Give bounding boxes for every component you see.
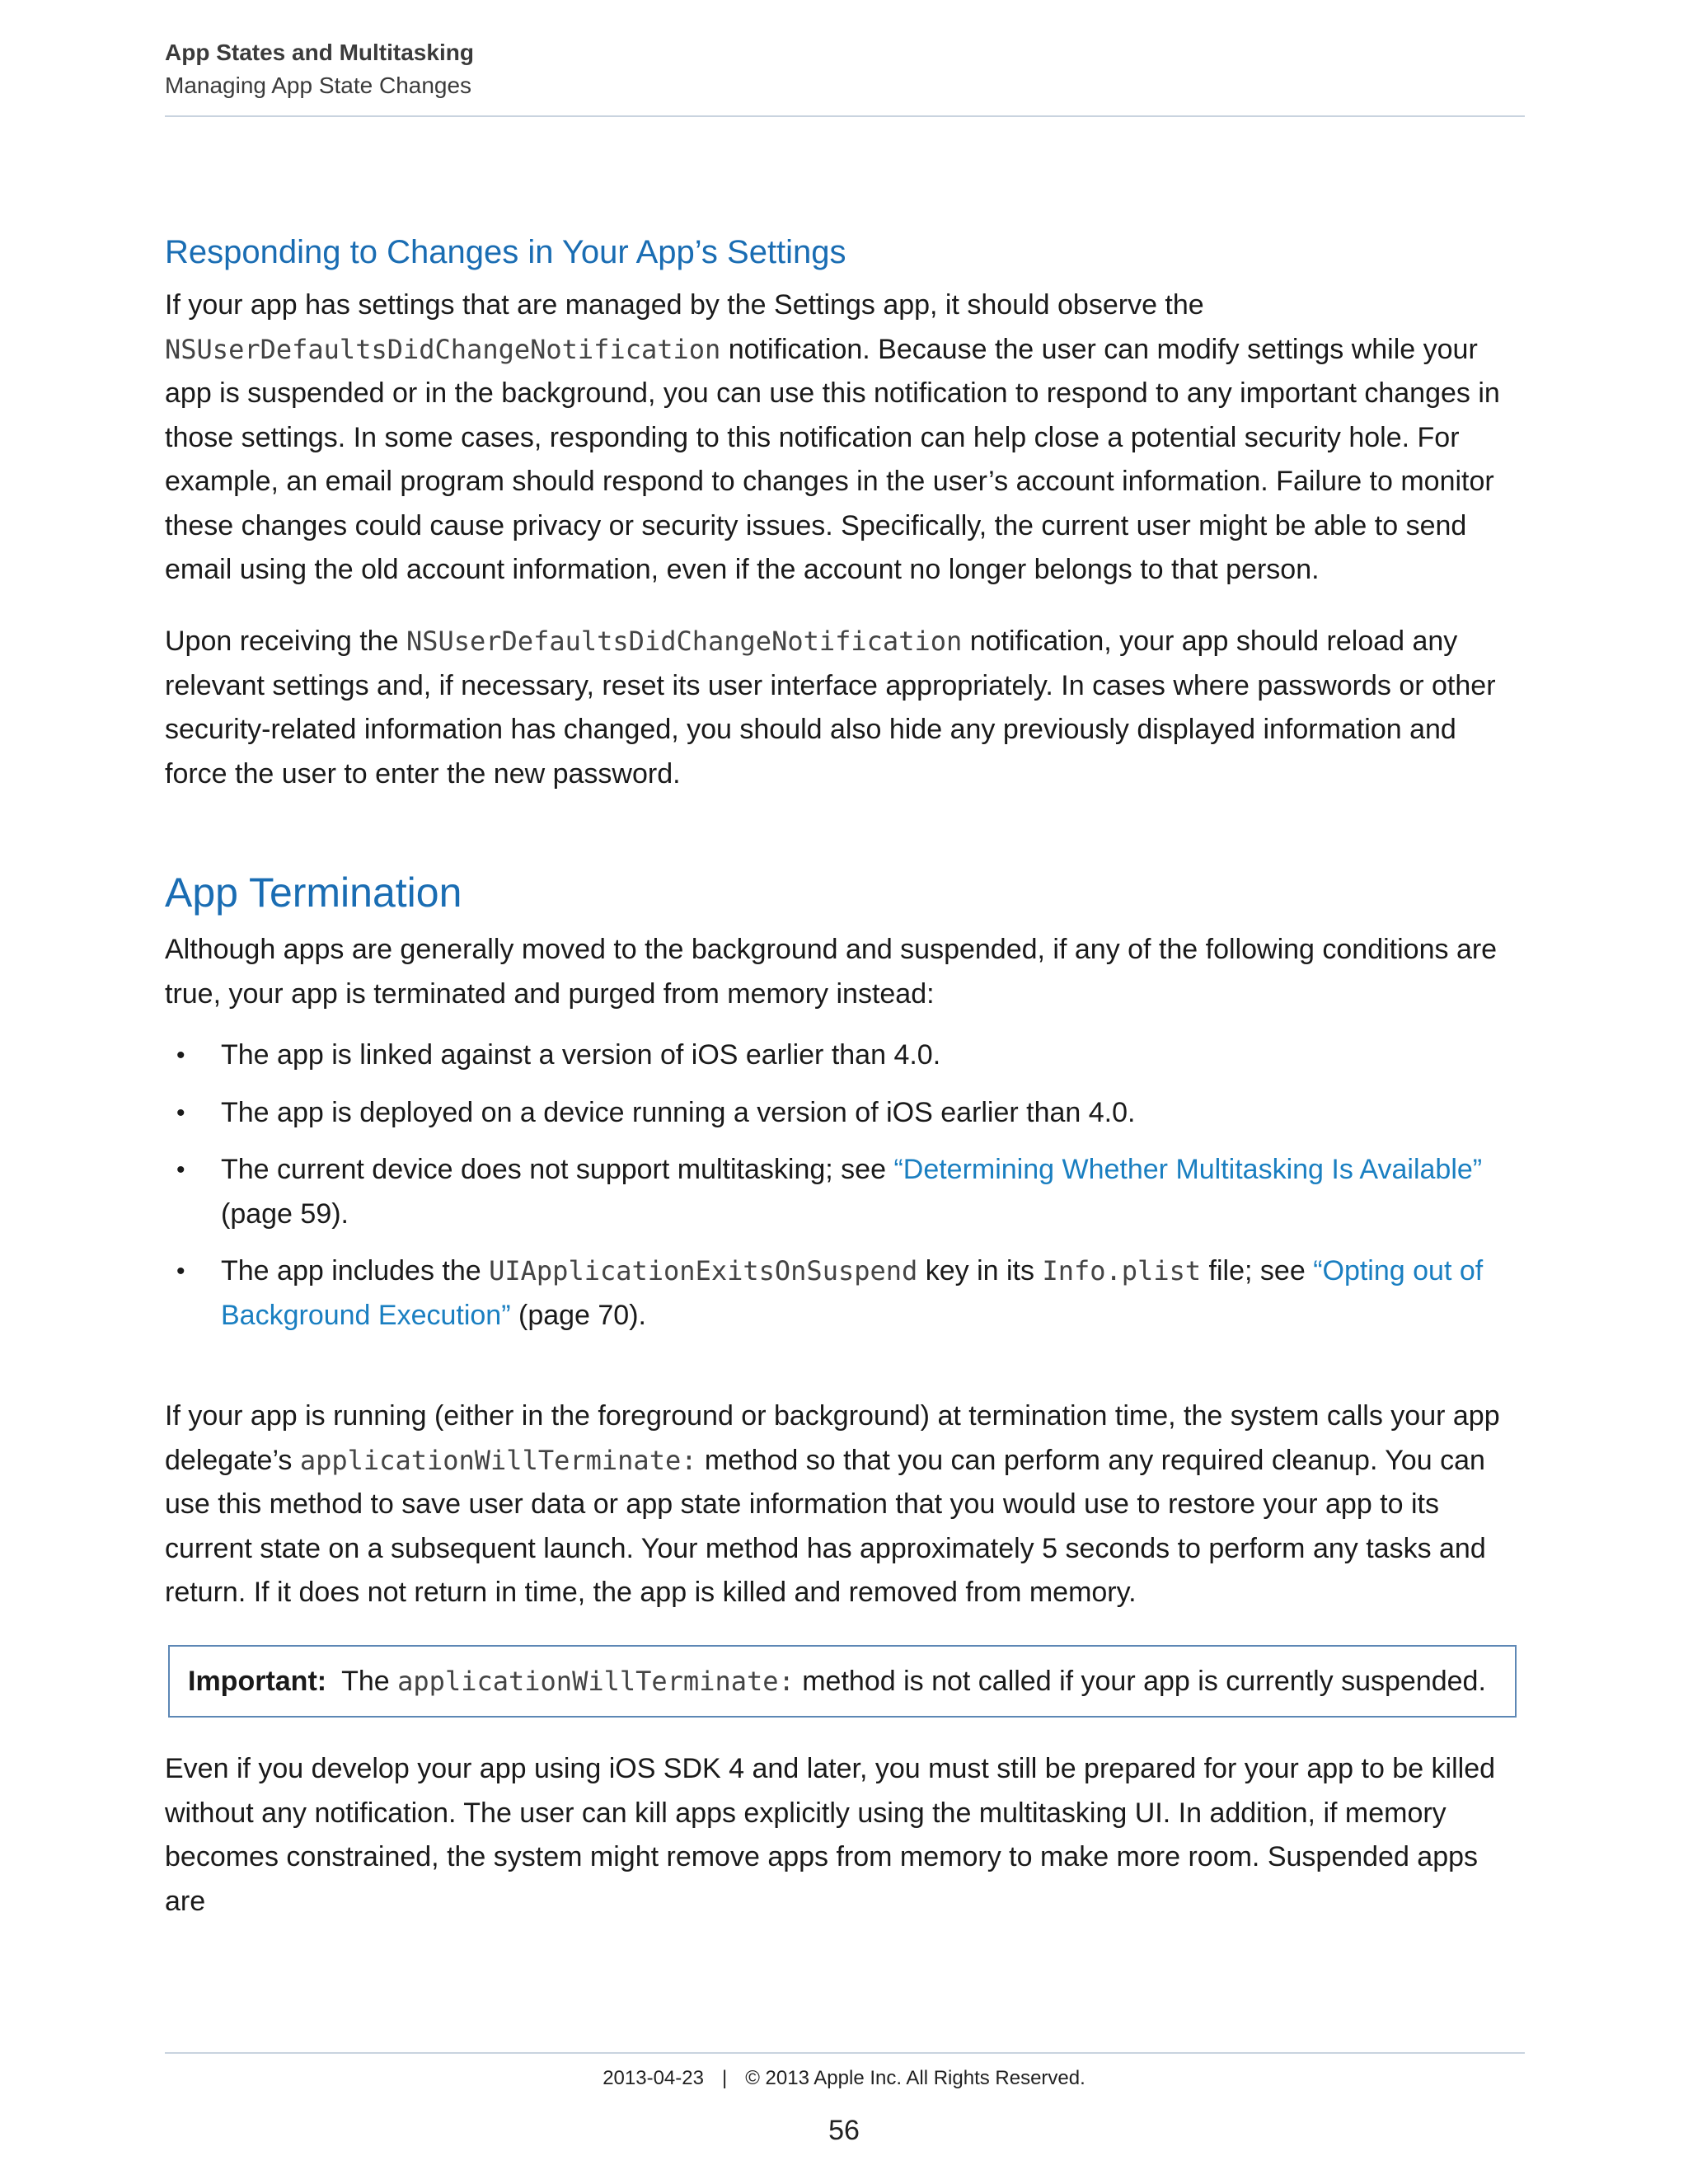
- bullet-icon: •: [176, 1042, 185, 1069]
- list-item-text: The app is linked against a version of iOS earlier than 4.0.: [221, 1039, 941, 1071]
- footer-date: 2013-04-23: [603, 2067, 704, 2089]
- settings-paragraph-2: [165, 620, 1525, 796]
- text-run: file; see: [1201, 1255, 1314, 1286]
- termination-sdk-block: [165, 1747, 1525, 1924]
- header-chapter-title: App States and Multitasking: [165, 40, 474, 65]
- code-key-name: UIApplicationExitsOnSuspend: [489, 1255, 918, 1286]
- footer-copyright: © 2013 Apple Inc. All Rights Reserved.: [745, 2067, 1085, 2089]
- list-item: [165, 1033, 1525, 1078]
- text-run: If your app is running (either in the foreground or background) at termination time, the system calls your app delegate’s: [165, 1400, 1500, 1476]
- link-multitasking-available[interactable]: “Determining Whether Multitasking Is Available”: [893, 1154, 1483, 1185]
- text-run: The: [341, 1665, 398, 1697]
- text-run: (page 70).: [510, 1299, 646, 1331]
- footer-divider: [165, 2052, 1525, 2054]
- important-callout-text: [188, 1666, 1486, 1698]
- important-label: Important:: [188, 1665, 327, 1697]
- footer-separator: |: [721, 2067, 728, 2089]
- termination-running-block: [165, 1394, 1525, 1615]
- list-item-text: [221, 1255, 1483, 1331]
- footer-line: [0, 2067, 1688, 2090]
- termination-sdk-paragraph: Even if you develop your app using iOS SDK 4 and later, you must still be prepared for your app to be killed without any notification. The user can kill apps explicitly using the multitasking UI. In addition, if memory becomes constrained, the system might remove apps from memory to make more room. Suspended apps are: [165, 1753, 1496, 1917]
- list-item: [165, 1148, 1525, 1236]
- settings-paragraph-1: [165, 284, 1525, 593]
- important-callout: [168, 1645, 1517, 1718]
- header-section-title: Managing App State Changes: [165, 73, 472, 98]
- termination-running-paragraph: [165, 1394, 1525, 1615]
- link-opting-out-background[interactable]: “Opting out of Background Execution”: [221, 1255, 1484, 1331]
- settings-paragraph-1-block: [165, 284, 1525, 593]
- termination-heading: App Termination: [165, 869, 462, 916]
- text-run: notification, your app should reload any relevant settings and, if necessary, reset its user interface appropriately. In cases where passwords or other security-related information has changed, you should also hide any previously displayed information and force the user to enter the new password.: [165, 626, 1496, 790]
- text-run: If your app has settings that are managed by the Settings app, it should observe the: [165, 289, 1204, 321]
- settings-subheading: Responding to Changes in Your App’s Settings: [165, 234, 846, 270]
- conditions-list-block: [165, 1033, 1525, 1351]
- code-method-name: applicationWillTerminate:: [397, 1665, 795, 1697]
- list-item-text: [221, 1154, 1482, 1230]
- list-item: [165, 1249, 1525, 1338]
- code-file-name: Info.plist: [1042, 1255, 1202, 1286]
- bullet-icon: •: [176, 1258, 185, 1285]
- list-item-text: The app is deployed on a device running a version of iOS earlier than 4.0.: [221, 1096, 1136, 1128]
- text-run: The app includes the: [221, 1255, 490, 1286]
- code-method-name: applicationWillTerminate:: [299, 1444, 697, 1476]
- text-run: method is not called if your app is currently suspended.: [794, 1665, 1486, 1697]
- text-run: The current device does not support multitasking; see: [221, 1154, 894, 1185]
- text-run: (page 59).: [221, 1197, 349, 1230]
- text-run: method so that you can perform any required cleanup. You can use this method to save user data or app state information that you would use to restore your app to its current state on a subsequent launch. Your method has approximately 5 seconds to perform any tasks and return. If it does not return in time, the app is killed and removed from memory.: [165, 1444, 1486, 1608]
- running-header: [165, 36, 1525, 117]
- text-run: notification. Because the user can modify settings while your app is suspended or in the background, you can use this notification to respond to any important changes in those settings. In some cases, responding to this notification can help close a potential security hole. For example, an email program should respond to changes in the user’s account information. Failure to monitor these changes could cause privacy or security issues. Specifically, the current user might be able to send email using the old account information, even if the account no longer belongs to that person.: [165, 333, 1500, 585]
- bullet-icon: •: [176, 1156, 185, 1183]
- code-notification-name: NSUserDefaultsDidChangeNotification: [165, 333, 721, 365]
- termination-intro-block: [165, 928, 1525, 1016]
- bullet-icon: •: [176, 1099, 185, 1127]
- text-run: key in its: [917, 1255, 1043, 1286]
- code-notification-name: NSUserDefaultsDidChangeNotification: [406, 626, 963, 657]
- text-run: Upon receiving the: [165, 626, 406, 657]
- list-item: [165, 1091, 1525, 1136]
- settings-paragraph-2-block: [165, 620, 1525, 796]
- conditions-list: [165, 1033, 1525, 1338]
- page-number: 56: [828, 2115, 860, 2146]
- termination-intro: Although apps are generally moved to the background and suspended, if any of the following conditions are true, your app is terminated and purged from memory instead:: [165, 934, 1498, 1010]
